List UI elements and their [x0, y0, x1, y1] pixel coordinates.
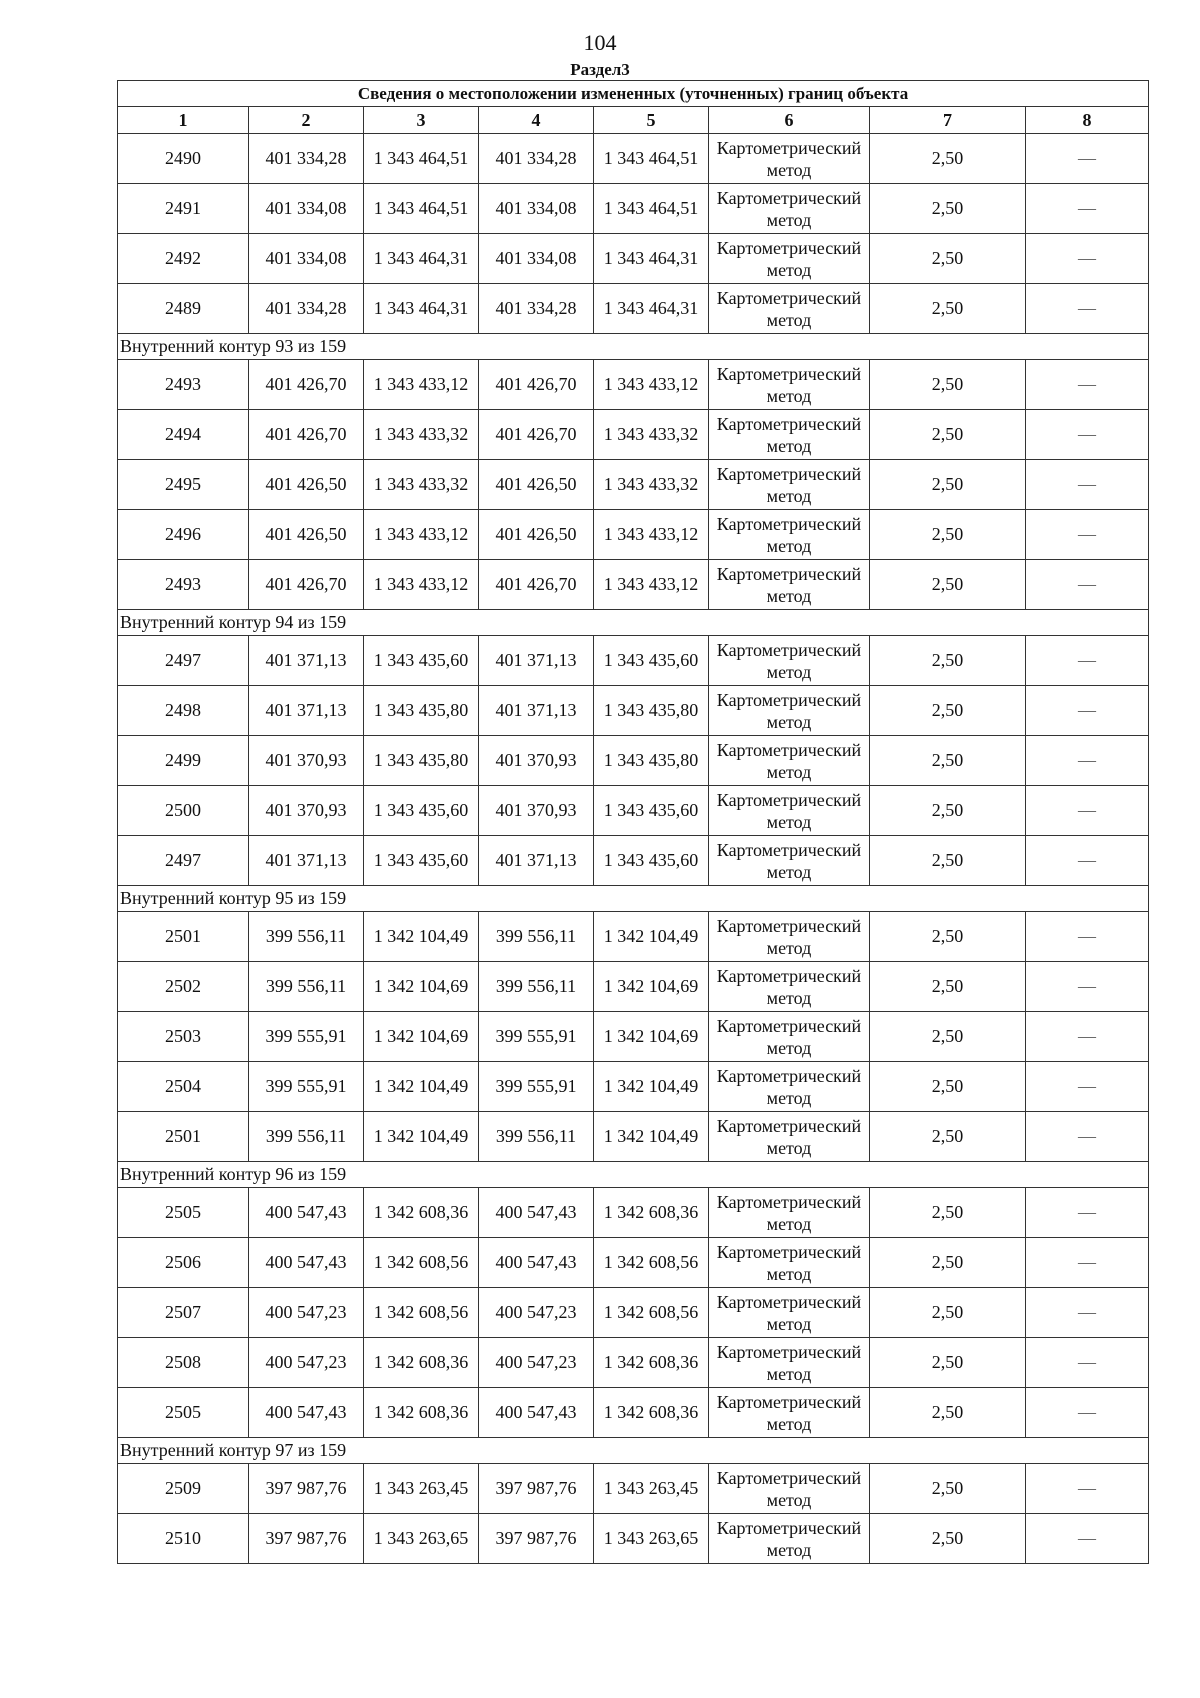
column-number-row — [118, 107, 1149, 134]
y-existing-cell: 1 343 263,65 — [364, 1514, 479, 1564]
x-refined-cell: 401 426,50 — [479, 460, 594, 510]
point-number-cell: 2491 — [118, 184, 249, 234]
x-existing-cell: 400 547,43 — [249, 1238, 364, 1288]
method-cell: Картометрический метод — [709, 1112, 870, 1162]
y-refined-cell: 1 342 608,36 — [594, 1338, 709, 1388]
method-cell: Картометрический метод — [709, 736, 870, 786]
point-number-cell: 2501 — [118, 1112, 249, 1162]
contour-group-label: Внутренний контур 94 из 159 — [118, 610, 1149, 636]
y-refined-cell: 1 342 608,36 — [594, 1188, 709, 1238]
method-cell: Картометрический метод — [709, 836, 870, 886]
accuracy-cell: 2,50 — [870, 460, 1026, 510]
y-existing-cell: 1 343 435,80 — [364, 736, 479, 786]
x-existing-cell: 401 370,93 — [249, 786, 364, 836]
accuracy-cell: 2,50 — [870, 184, 1026, 234]
accuracy-cell: 2,50 — [870, 360, 1026, 410]
y-refined-cell: 1 343 433,12 — [594, 560, 709, 610]
accuracy-cell: 2,50 — [870, 1112, 1026, 1162]
accuracy-cell: 2,50 — [870, 1388, 1026, 1438]
y-refined-cell: 1 343 464,31 — [594, 284, 709, 334]
table-row — [118, 1464, 1149, 1514]
accuracy-cell: 2,50 — [870, 1288, 1026, 1338]
note-cell: — — [1026, 1062, 1149, 1112]
point-number-cell: 2498 — [118, 686, 249, 736]
y-refined-cell: 1 343 435,60 — [594, 836, 709, 886]
x-refined-cell: 401 334,08 — [479, 184, 594, 234]
method-cell: Картометрический метод — [709, 560, 870, 610]
accuracy-cell: 2,50 — [870, 686, 1026, 736]
accuracy-cell: 2,50 — [870, 786, 1026, 836]
x-existing-cell: 399 556,11 — [249, 912, 364, 962]
y-existing-cell: 1 343 435,60 — [364, 636, 479, 686]
y-existing-cell: 1 343 263,45 — [364, 1464, 479, 1514]
method-cell: Картометрический метод — [709, 510, 870, 560]
x-refined-cell: 401 426,70 — [479, 560, 594, 610]
accuracy-cell: 2,50 — [870, 134, 1026, 184]
y-refined-cell: 1 343 435,60 — [594, 636, 709, 686]
point-number-cell: 2494 — [118, 410, 249, 460]
note-cell: — — [1026, 410, 1149, 460]
table-row — [118, 410, 1149, 460]
y-existing-cell: 1 343 435,80 — [364, 686, 479, 736]
x-existing-cell: 400 547,43 — [249, 1388, 364, 1438]
y-existing-cell: 1 342 608,56 — [364, 1288, 479, 1338]
x-refined-cell: 397 987,76 — [479, 1464, 594, 1514]
note-cell: — — [1026, 510, 1149, 560]
y-refined-cell: 1 343 263,65 — [594, 1514, 709, 1564]
method-cell: Картометрический метод — [709, 962, 870, 1012]
table-caption: Сведения о местоположении измененных (уточненных) границ объекта — [118, 81, 1149, 107]
point-number-cell: 2489 — [118, 284, 249, 334]
y-existing-cell: 1 343 433,12 — [364, 360, 479, 410]
x-refined-cell: 401 426,70 — [479, 360, 594, 410]
method-cell: Картометрический метод — [709, 284, 870, 334]
table-row — [118, 284, 1149, 334]
y-existing-cell: 1 342 608,36 — [364, 1188, 479, 1238]
point-number-cell: 2499 — [118, 736, 249, 786]
column-number-1: 1 — [118, 107, 249, 134]
x-existing-cell: 401 334,28 — [249, 284, 364, 334]
note-cell: — — [1026, 1012, 1149, 1062]
column-number-5: 5 — [594, 107, 709, 134]
x-existing-cell: 401 371,13 — [249, 836, 364, 886]
y-existing-cell: 1 342 104,49 — [364, 912, 479, 962]
note-cell: — — [1026, 836, 1149, 886]
y-refined-cell: 1 343 433,32 — [594, 410, 709, 460]
x-refined-cell: 399 556,11 — [479, 962, 594, 1012]
column-number-2: 2 — [249, 107, 364, 134]
note-cell: — — [1026, 1238, 1149, 1288]
accuracy-cell: 2,50 — [870, 1464, 1026, 1514]
method-cell: Картометрический метод — [709, 786, 870, 836]
note-cell: — — [1026, 1188, 1149, 1238]
note-cell: — — [1026, 234, 1149, 284]
point-number-cell: 2506 — [118, 1238, 249, 1288]
note-cell: — — [1026, 284, 1149, 334]
note-cell: — — [1026, 560, 1149, 610]
note-cell: — — [1026, 184, 1149, 234]
x-refined-cell: 401 370,93 — [479, 736, 594, 786]
table-row — [118, 1388, 1149, 1438]
table-row — [118, 1514, 1149, 1564]
x-refined-cell: 397 987,76 — [479, 1514, 594, 1564]
table-row — [118, 134, 1149, 184]
contour-group-row — [118, 1438, 1149, 1464]
y-refined-cell: 1 343 433,12 — [594, 360, 709, 410]
x-refined-cell: 401 371,13 — [479, 686, 594, 736]
x-refined-cell: 401 371,13 — [479, 836, 594, 886]
y-refined-cell: 1 343 263,45 — [594, 1464, 709, 1514]
point-number-cell: 2509 — [118, 1464, 249, 1514]
table-row — [118, 234, 1149, 284]
method-cell: Картометрический метод — [709, 1012, 870, 1062]
table-row — [118, 560, 1149, 610]
x-existing-cell: 401 371,13 — [249, 636, 364, 686]
method-cell: Картометрический метод — [709, 1514, 870, 1564]
x-existing-cell: 401 426,70 — [249, 360, 364, 410]
column-number-3: 3 — [364, 107, 479, 134]
x-existing-cell: 401 334,08 — [249, 234, 364, 284]
contour-group-label: Внутренний контур 95 из 159 — [118, 886, 1149, 912]
x-refined-cell: 401 334,28 — [479, 134, 594, 184]
table-row — [118, 360, 1149, 410]
point-number-cell: 2497 — [118, 636, 249, 686]
x-existing-cell: 399 556,11 — [249, 962, 364, 1012]
y-existing-cell: 1 342 104,69 — [364, 962, 479, 1012]
table-row — [118, 962, 1149, 1012]
accuracy-cell: 2,50 — [870, 410, 1026, 460]
y-existing-cell: 1 343 433,12 — [364, 560, 479, 610]
y-refined-cell: 1 342 608,56 — [594, 1288, 709, 1338]
point-number-cell: 2503 — [118, 1012, 249, 1062]
point-number-cell: 2505 — [118, 1388, 249, 1438]
x-refined-cell: 401 334,28 — [479, 284, 594, 334]
table-row — [118, 1338, 1149, 1388]
x-existing-cell: 401 426,50 — [249, 510, 364, 560]
method-cell: Картометрический метод — [709, 686, 870, 736]
accuracy-cell: 2,50 — [870, 284, 1026, 334]
accuracy-cell: 2,50 — [870, 1238, 1026, 1288]
point-number-cell: 2502 — [118, 962, 249, 1012]
y-existing-cell: 1 343 433,12 — [364, 510, 479, 560]
page-number: 104 — [583, 30, 617, 55]
x-existing-cell: 401 334,08 — [249, 184, 364, 234]
y-refined-cell: 1 342 104,69 — [594, 1012, 709, 1062]
note-cell: — — [1026, 134, 1149, 184]
contour-group-row — [118, 334, 1149, 360]
y-refined-cell: 1 342 104,69 — [594, 962, 709, 1012]
accuracy-cell: 2,50 — [870, 234, 1026, 284]
y-refined-cell: 1 342 104,49 — [594, 1062, 709, 1112]
method-cell: Картометрический метод — [709, 912, 870, 962]
method-cell: Картометрический метод — [709, 234, 870, 284]
x-existing-cell: 399 556,11 — [249, 1112, 364, 1162]
point-number-cell: 2501 — [118, 912, 249, 962]
point-number-cell: 2504 — [118, 1062, 249, 1112]
accuracy-cell: 2,50 — [870, 912, 1026, 962]
x-refined-cell: 401 371,13 — [479, 636, 594, 686]
y-existing-cell: 1 342 608,56 — [364, 1238, 479, 1288]
x-refined-cell: 399 556,11 — [479, 912, 594, 962]
x-existing-cell: 399 555,91 — [249, 1062, 364, 1112]
x-existing-cell: 400 547,23 — [249, 1288, 364, 1338]
point-number-cell: 2508 — [118, 1338, 249, 1388]
y-existing-cell: 1 343 433,32 — [364, 410, 479, 460]
table-row — [118, 1288, 1149, 1338]
x-refined-cell: 400 547,23 — [479, 1338, 594, 1388]
column-number-4: 4 — [479, 107, 594, 134]
method-cell: Картометрический метод — [709, 360, 870, 410]
accuracy-cell: 2,50 — [870, 1062, 1026, 1112]
x-existing-cell: 397 987,76 — [249, 1514, 364, 1564]
x-refined-cell: 401 426,70 — [479, 410, 594, 460]
table-row — [118, 736, 1149, 786]
y-refined-cell: 1 343 435,80 — [594, 686, 709, 736]
column-number-8: 8 — [1026, 107, 1149, 134]
contour-group-label: Внутренний контур 96 из 159 — [118, 1162, 1149, 1188]
accuracy-cell: 2,50 — [870, 560, 1026, 610]
method-cell: Картометрический метод — [709, 1062, 870, 1112]
note-cell: — — [1026, 360, 1149, 410]
point-number-cell: 2490 — [118, 134, 249, 184]
x-refined-cell: 399 555,91 — [479, 1012, 594, 1062]
x-refined-cell: 400 547,23 — [479, 1288, 594, 1338]
table-row — [118, 786, 1149, 836]
y-refined-cell: 1 342 104,49 — [594, 1112, 709, 1162]
y-existing-cell: 1 342 608,36 — [364, 1388, 479, 1438]
x-existing-cell: 401 334,28 — [249, 134, 364, 184]
boundary-coordinates-table — [117, 80, 1149, 1564]
accuracy-cell: 2,50 — [870, 1188, 1026, 1238]
method-cell: Картометрический метод — [709, 460, 870, 510]
point-number-cell: 2492 — [118, 234, 249, 284]
y-refined-cell: 1 343 464,51 — [594, 184, 709, 234]
accuracy-cell: 2,50 — [870, 1514, 1026, 1564]
method-cell: Картометрический метод — [709, 184, 870, 234]
table-row — [118, 1238, 1149, 1288]
x-refined-cell: 399 556,11 — [479, 1112, 594, 1162]
y-refined-cell: 1 342 608,56 — [594, 1238, 709, 1288]
table-caption-row — [118, 81, 1149, 107]
y-existing-cell: 1 342 104,49 — [364, 1062, 479, 1112]
point-number-cell: 2507 — [118, 1288, 249, 1338]
point-number-cell: 2510 — [118, 1514, 249, 1564]
table-row — [118, 912, 1149, 962]
x-existing-cell: 400 547,23 — [249, 1338, 364, 1388]
y-refined-cell: 1 343 464,31 — [594, 234, 709, 284]
table-row — [118, 1012, 1149, 1062]
accuracy-cell: 2,50 — [870, 510, 1026, 560]
x-refined-cell: 399 555,91 — [479, 1062, 594, 1112]
method-cell: Картометрический метод — [709, 1188, 870, 1238]
table-row — [118, 1062, 1149, 1112]
y-existing-cell: 1 343 435,60 — [364, 836, 479, 886]
accuracy-cell: 2,50 — [870, 636, 1026, 686]
x-refined-cell: 400 547,43 — [479, 1388, 594, 1438]
note-cell: — — [1026, 962, 1149, 1012]
method-cell: Картометрический метод — [709, 1338, 870, 1388]
method-cell: Картометрический метод — [709, 1388, 870, 1438]
column-number-7: 7 — [870, 107, 1026, 134]
point-number-cell: 2493 — [118, 560, 249, 610]
x-existing-cell: 401 426,50 — [249, 460, 364, 510]
method-cell: Картометрический метод — [709, 636, 870, 686]
x-existing-cell: 401 426,70 — [249, 560, 364, 610]
note-cell: — — [1026, 786, 1149, 836]
table-row — [118, 510, 1149, 560]
y-refined-cell: 1 342 608,36 — [594, 1388, 709, 1438]
contour-group-row — [118, 1162, 1149, 1188]
note-cell: — — [1026, 686, 1149, 736]
x-existing-cell: 399 555,91 — [249, 1012, 364, 1062]
column-number-6: 6 — [709, 107, 870, 134]
note-cell: — — [1026, 736, 1149, 786]
point-number-cell: 2505 — [118, 1188, 249, 1238]
section-title: Раздел3 — [570, 60, 630, 79]
method-cell: Картометрический метод — [709, 134, 870, 184]
point-number-cell: 2495 — [118, 460, 249, 510]
note-cell: — — [1026, 1112, 1149, 1162]
note-cell: — — [1026, 1288, 1149, 1338]
contour-group-label: Внутренний контур 97 из 159 — [118, 1438, 1149, 1464]
accuracy-cell: 2,50 — [870, 1338, 1026, 1388]
note-cell: — — [1026, 460, 1149, 510]
x-existing-cell: 400 547,43 — [249, 1188, 364, 1238]
x-existing-cell: 401 370,93 — [249, 736, 364, 786]
point-number-cell: 2496 — [118, 510, 249, 560]
x-existing-cell: 397 987,76 — [249, 1464, 364, 1514]
y-existing-cell: 1 343 464,51 — [364, 134, 479, 184]
y-existing-cell: 1 343 435,60 — [364, 786, 479, 836]
note-cell: — — [1026, 912, 1149, 962]
y-existing-cell: 1 342 608,36 — [364, 1338, 479, 1388]
x-existing-cell: 401 426,70 — [249, 410, 364, 460]
method-cell: Картометрический метод — [709, 410, 870, 460]
x-refined-cell: 400 547,43 — [479, 1188, 594, 1238]
accuracy-cell: 2,50 — [870, 962, 1026, 1012]
y-existing-cell: 1 343 464,31 — [364, 234, 479, 284]
note-cell: — — [1026, 1338, 1149, 1388]
table-row — [118, 636, 1149, 686]
point-number-cell: 2497 — [118, 836, 249, 886]
accuracy-cell: 2,50 — [870, 736, 1026, 786]
x-refined-cell: 401 426,50 — [479, 510, 594, 560]
note-cell: — — [1026, 1514, 1149, 1564]
method-cell: Картометрический метод — [709, 1288, 870, 1338]
note-cell: — — [1026, 1464, 1149, 1514]
contour-group-row — [118, 610, 1149, 636]
y-refined-cell: 1 342 104,49 — [594, 912, 709, 962]
y-refined-cell: 1 343 433,32 — [594, 460, 709, 510]
point-number-cell: 2500 — [118, 786, 249, 836]
table-row — [118, 836, 1149, 886]
y-existing-cell: 1 342 104,69 — [364, 1012, 479, 1062]
table-row — [118, 184, 1149, 234]
y-existing-cell: 1 343 464,51 — [364, 184, 479, 234]
y-refined-cell: 1 343 433,12 — [594, 510, 709, 560]
y-refined-cell: 1 343 464,51 — [594, 134, 709, 184]
table-row — [118, 1112, 1149, 1162]
accuracy-cell: 2,50 — [870, 1012, 1026, 1062]
note-cell: — — [1026, 636, 1149, 686]
table-row — [118, 1188, 1149, 1238]
method-cell: Картометрический метод — [709, 1464, 870, 1514]
x-refined-cell: 401 334,08 — [479, 234, 594, 284]
contour-group-row — [118, 886, 1149, 912]
x-refined-cell: 400 547,43 — [479, 1238, 594, 1288]
contour-group-label: Внутренний контур 93 из 159 — [118, 334, 1149, 360]
note-cell: — — [1026, 1388, 1149, 1438]
table-row — [118, 686, 1149, 736]
y-refined-cell: 1 343 435,60 — [594, 786, 709, 836]
y-existing-cell: 1 342 104,49 — [364, 1112, 479, 1162]
table-row — [118, 460, 1149, 510]
x-refined-cell: 401 370,93 — [479, 786, 594, 836]
point-number-cell: 2493 — [118, 360, 249, 410]
y-existing-cell: 1 343 433,32 — [364, 460, 479, 510]
y-refined-cell: 1 343 435,80 — [594, 736, 709, 786]
accuracy-cell: 2,50 — [870, 836, 1026, 886]
y-existing-cell: 1 343 464,31 — [364, 284, 479, 334]
method-cell: Картометрический метод — [709, 1238, 870, 1288]
x-existing-cell: 401 371,13 — [249, 686, 364, 736]
